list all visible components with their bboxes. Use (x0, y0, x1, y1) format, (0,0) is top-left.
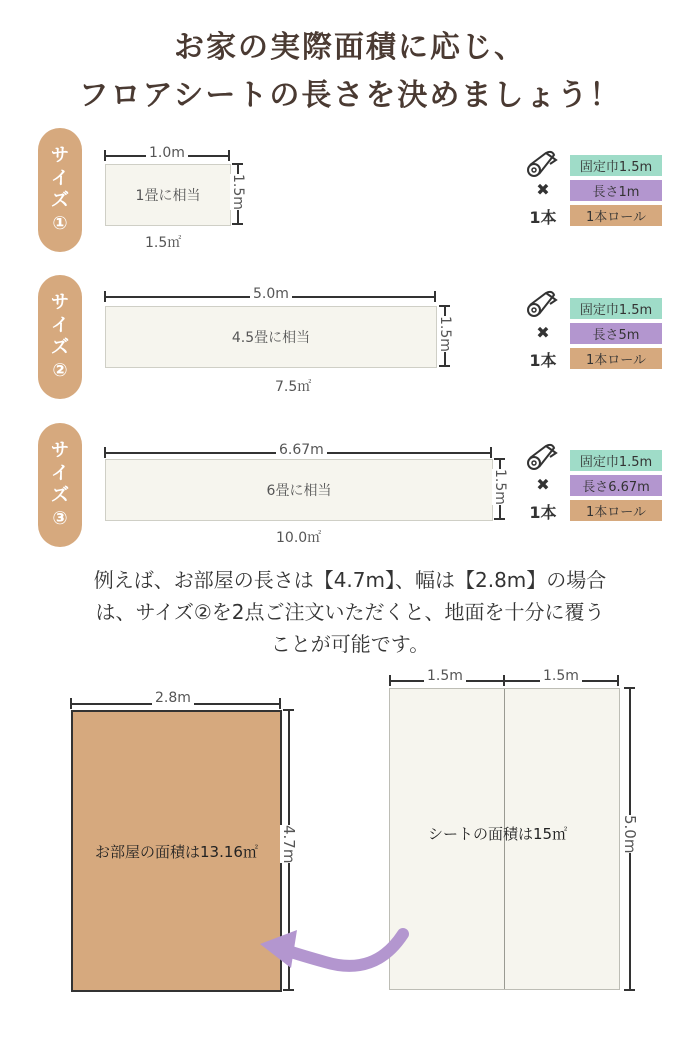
size-3-count: 1本 (529, 503, 557, 522)
size-2-sheet-label: 4.5畳に相当 (231, 330, 311, 346)
size-2-tag-length: 長さ5m (570, 323, 662, 344)
size-2-width-label: 5.0m (250, 286, 292, 302)
page-title-line2: フロアシートの長さを決めましょう！ (78, 78, 622, 113)
size-3-sheet (105, 459, 493, 521)
size-1-tag-length: 長さ1m (570, 180, 662, 201)
size-3-tag-width: 固定巾1.5m (570, 450, 662, 471)
size-3-height-label: 1.5m (492, 469, 508, 505)
size-3-tag-roll: 1本ロール (570, 500, 662, 521)
size-2-badge: サ イ ズ ② (38, 275, 82, 399)
example-line-3: ことが可能です。 (270, 632, 430, 656)
sheet-col-1-label: 1.5m (424, 668, 466, 684)
roll-icon (526, 290, 558, 322)
size-1-badge: サ イ ズ ① (38, 128, 82, 252)
size-2-tag-width: 固定巾1.5m (570, 298, 662, 319)
size-3-area: 10.0㎡ (276, 530, 322, 546)
arrow-icon (255, 922, 410, 986)
roll-icon (526, 150, 558, 182)
example-line-2: は、サイズ②を2点ご注文いただくと、地面を十分に覆う (95, 600, 605, 624)
size-3-width-label: 6.67m (276, 442, 327, 458)
room-floor (71, 710, 282, 992)
example-line-1: 例えば、お部屋の長さは【4.7m】、幅は【2.8m】の場合 (93, 568, 607, 592)
times-icon: ✖ (536, 475, 550, 494)
size-2-tag-roll: 1本ロール (570, 348, 662, 369)
size-3-badge: サ イ ズ ③ (38, 423, 82, 547)
sheet-area-label: シートの面積は15㎡ (428, 825, 568, 843)
size-1-width-label: 1.0m (146, 145, 188, 161)
roll-icon (526, 443, 558, 475)
room-width-label: 2.8m (152, 690, 194, 706)
times-icon: ✖ (536, 323, 550, 342)
size-1-tag-width: 固定巾1.5m (570, 155, 662, 176)
size-1-area: 1.5㎡ (145, 235, 182, 251)
size-2-area: 7.5㎡ (275, 379, 312, 395)
size-1-tag-roll: 1本ロール (570, 205, 662, 226)
size-2-height-label: 1.5m (437, 316, 453, 352)
size-2-sheet (105, 306, 437, 368)
size-2-count: 1本 (529, 351, 557, 370)
size-1-count: 1本 (529, 208, 557, 227)
size-1-sheet-label: 1畳に相当 (135, 188, 201, 204)
sheet-height-label: 5.0m (621, 815, 639, 854)
page-title-line1: お家の実際面積に応じ、 (174, 30, 526, 65)
times-icon: ✖ (536, 180, 550, 199)
size-3-tag-length: 長さ6.67m (570, 475, 662, 496)
room-height-label: 4.7m (280, 825, 298, 864)
size-3-sheet-label: 6畳に相当 (266, 483, 332, 499)
room-area-label: お部屋の面積は13.16㎡ (95, 842, 258, 861)
size-1-sheet (105, 164, 231, 226)
size-1-height-label: 1.5m (230, 174, 246, 210)
sheet-col-2-label: 1.5m (540, 668, 582, 684)
